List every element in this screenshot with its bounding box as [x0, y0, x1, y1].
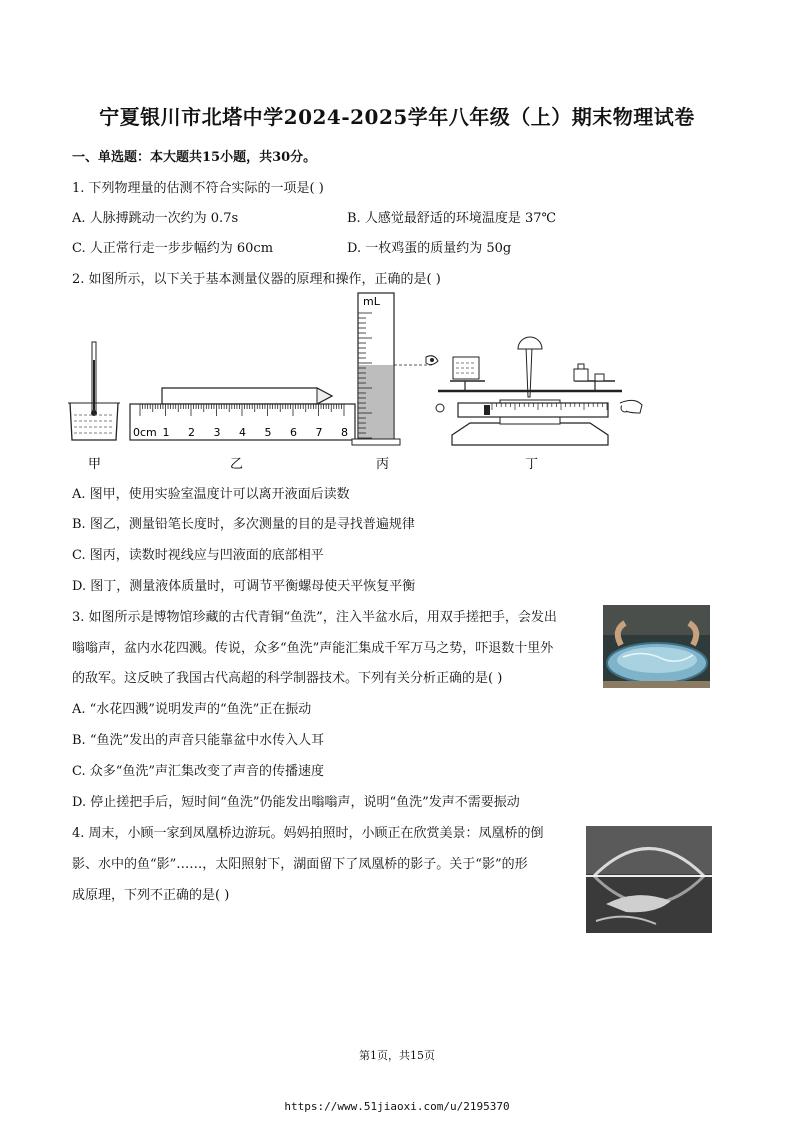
q3-stem-line3: 的敌军。这反映了我国古代高超的科学制器技术。下列有关分析正确的是( ) — [72, 671, 503, 686]
ruler-tick-label: 2 — [188, 426, 195, 439]
ruler-tick-label: 1 — [162, 426, 170, 439]
q2-stem: 2. 如图所示，以下关于基本测量仪器的原理和操作，正确的是( ) — [72, 272, 441, 287]
measuring-instruments-figure — [60, 285, 660, 480]
q3-option-d: D. 停止搓把手后，短时间“鱼洗”仍能发出嗡嗡声，说明“鱼洗”发声不需要振动 — [72, 795, 520, 810]
balance-scale-illustration — [436, 337, 642, 445]
q3-option-b: B. “鱼洗”发出的声音只能靠盆中水传入人耳 — [72, 733, 325, 748]
q4-stem-line1: 4. 周末，小顾一家到凤凰桥边游玩。妈妈拍照时，小顾正在欣赏美景：凤凰桥的倒 — [72, 826, 544, 841]
graduated-cylinder-illustration — [352, 293, 438, 445]
cylinder-unit-label: mL — [363, 295, 380, 308]
ruler-tick-label: 6 — [290, 426, 297, 439]
q3-stem-line2: 嗡嗡声，盆内水花四溅。传说，众多“鱼洗”声能汇集成千军万马之势，吓退数十里外 — [72, 641, 554, 656]
phoenix-bridge-photo — [586, 826, 712, 933]
q4-stem-line3: 成原理，下列不正确的是( ) — [72, 888, 230, 903]
q1-stem: 1. 下列物理量的估测不符合实际的一项是( ) — [72, 181, 324, 196]
q1-option-d: D. 一枚鸡蛋的质量约为 50g — [347, 241, 512, 256]
page-title: 宁夏银川市北塔中学2024-2025学年八年级（上）期末物理试卷 — [99, 105, 695, 129]
ruler-tick-label: 8 — [341, 426, 348, 439]
q1-option-b: B. 人感觉最舒适的环境温度是 37℃ — [347, 211, 557, 226]
section-heading: 一、单选题：本大题共15小题，共30分。 — [72, 150, 317, 165]
label-jia: 甲 — [88, 457, 102, 472]
q1-option-a: A. 人脉搏跳动一次约为 0.7s — [72, 211, 239, 226]
q2-option-d: D. 图丁，测量液体质量时，可调节平衡螺母使天平恢复平衡 — [72, 579, 416, 594]
label-yi: 乙 — [230, 457, 244, 472]
q2-option-c: C. 图丙，读数时视线应与凹液面的底部相平 — [72, 548, 324, 563]
label-bing: 丙 — [376, 457, 390, 472]
q4-stem-line2: 影、水中的鱼“影”……，太阳照射下，湖面留下了凤凰桥的影子。关于“影”的形 — [72, 857, 528, 872]
fish-basin-photo — [603, 605, 710, 688]
ruler-tick-label: 7 — [315, 426, 323, 439]
source-url[interactable]: https://www.51jiaoxi.com/u/2195370 — [284, 1100, 510, 1113]
ruler-tick-label: 0cm — [133, 426, 157, 439]
q3-option-c: C. 众多“鱼洗”声汇集改变了声音的传播速度 — [72, 764, 325, 779]
q3-stem-line1: 3. 如图所示是博物馆珍藏的古代青铜“鱼洗”，注入半盆水后，用双手搓把手，会发出 — [72, 610, 557, 625]
ruler-tick-label: 3 — [213, 426, 221, 439]
beaker-thermometer-illustration — [68, 342, 120, 440]
ruler-tick-label: 5 — [264, 426, 272, 439]
q1-option-c: C. 人正常行走一步步幅约为 60cm — [72, 241, 274, 256]
page-footer: 第1页，共15页 — [359, 1049, 435, 1062]
q2-option-a: A. 图甲，使用实验室温度计可以离开液面后读数 — [72, 487, 350, 502]
ruler-tick-label: 4 — [239, 426, 246, 439]
q3-option-a: A. “水花四溅”说明发声的“鱼洗”正在振动 — [72, 702, 312, 717]
label-ding: 丁 — [525, 457, 539, 472]
q2-option-b: B. 图乙，测量铅笔长度时，多次测量的目的是寻找普遍规律 — [72, 517, 415, 532]
pencil-ruler-illustration — [130, 388, 355, 440]
